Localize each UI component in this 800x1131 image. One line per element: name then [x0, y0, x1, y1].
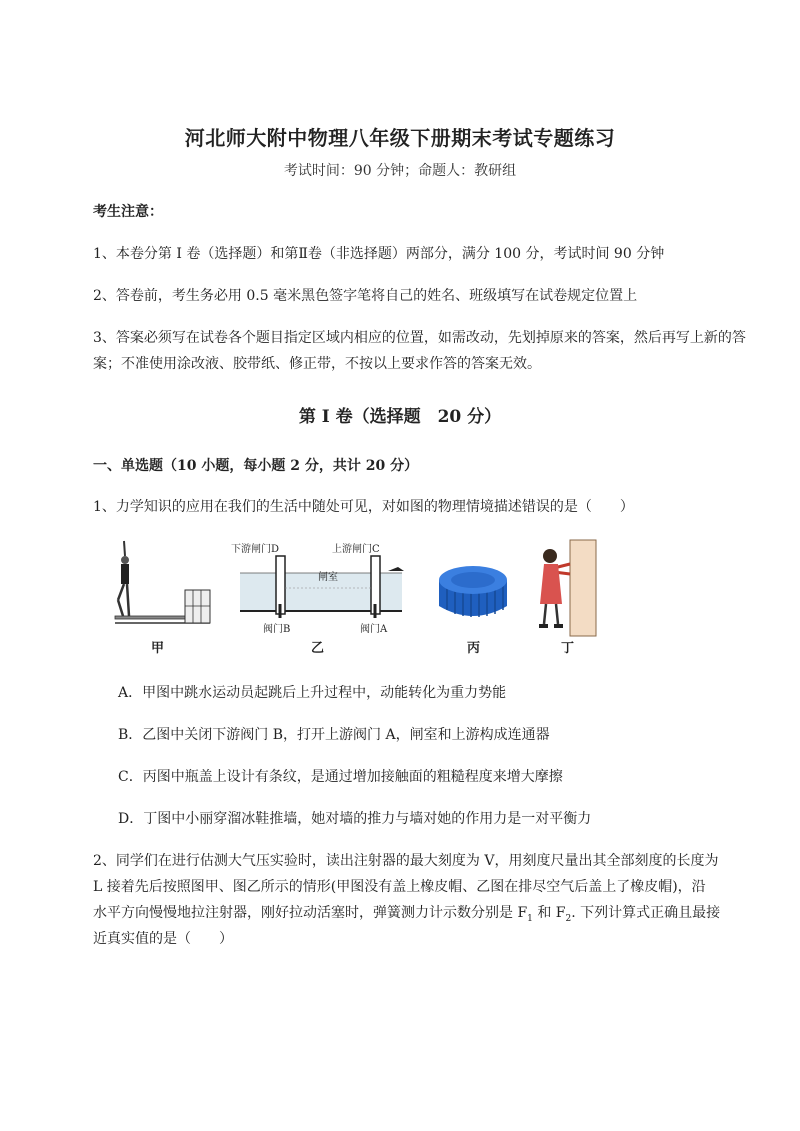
boat-shape	[388, 567, 404, 571]
question-2-line-2: L 接着先后按照图甲、图乙所示的情形(甲图没有盖上橡皮帽、乙图在排尽空气后盖上了橡皮帽)，沿	[93, 879, 706, 895]
label-valve-a: 阀门A	[360, 624, 388, 635]
subsection-title: 一、单选题（10 小题，每小题 2 分，共计 20 分）	[93, 458, 419, 474]
option-a: A．甲图中跳水运动员起跳后上升过程中，动能转化为重力势能	[118, 685, 507, 701]
notice-item-2: 2、答卷前，考生务必用 0.5 毫米黑色签字笔将自己的姓名、班级填写在试卷规定位置上	[93, 288, 638, 304]
exam-info: 考试时间：90 分钟；命题人：教研组	[283, 163, 517, 179]
option-c: C．丙图中瓶盖上设计有条纹，是通过增加接触面的粗糙程度来增大摩擦	[118, 769, 563, 785]
diver-person	[118, 541, 129, 616]
label-lock: 闸室	[318, 572, 338, 583]
wall	[570, 540, 596, 636]
girl-wall-figure	[528, 538, 600, 638]
diver-figure	[105, 538, 215, 633]
board-stand	[185, 590, 210, 623]
caption-ding: 丁	[561, 641, 575, 656]
notice-item-1: 1、本卷分第 I 卷（选择题）和第Ⅱ卷（非选择题）两部分，满分 100 分，考试时间 90 分钟	[93, 246, 665, 262]
section-title: 第 I 卷（选择题 20 分）	[298, 407, 502, 427]
caption-jia: 甲	[151, 641, 165, 656]
question-2-line-4: 近真实值的是（ ）	[93, 931, 233, 947]
notice-heading: 考生注意：	[93, 204, 163, 220]
label-gate-d: 下游闸门D	[231, 544, 280, 555]
page-title: 河北师大附中物理八年级下册期末考试专题练习	[184, 126, 616, 150]
notice-item-3: 3、答案必须写在试卷各个题目指定区域内相应的位置，如需改动，先划掉原来的答案，然后再写上新的答案；不准使用涂改液、胶带纸、修正带，不按以上要求作答的答案无效。	[93, 330, 746, 372]
question-2-line-1: 2、同学们在进行估测大气压实验时，读出注射器的最大刻度为 V，用刻度尺量出其全部刻度的长度为	[93, 853, 719, 869]
label-valve-b: 阀门B	[263, 624, 291, 635]
label-gate-c: 上游闸门C	[332, 544, 380, 555]
question-1-stem: 1、力学知识的应用在我们的生活中随处可见，对如图的物理情境描述错误的是（ ）	[93, 499, 634, 515]
question-2-line-3: 水平方向慢慢地拉注射器，刚好拉动活塞时，弹簧测力计示数分别是 $F_1$ 和 $F_2$. 下列计算式正确且最接	[93, 905, 721, 924]
option-d: D．丁图中小丽穿溜冰鞋推墙，她对墙的推力与墙对她的作用力是一对平衡力	[118, 811, 592, 827]
bottle-cap-figure	[433, 558, 513, 628]
girl-person	[539, 549, 570, 628]
diving-board	[115, 616, 185, 619]
caption-bing: 丙	[467, 641, 481, 656]
option-b: B．乙图中关闭下游阀门 B，打开上游阀门 A，闸室和上游构成连通器	[118, 727, 550, 743]
caption-yi: 乙	[311, 641, 325, 656]
